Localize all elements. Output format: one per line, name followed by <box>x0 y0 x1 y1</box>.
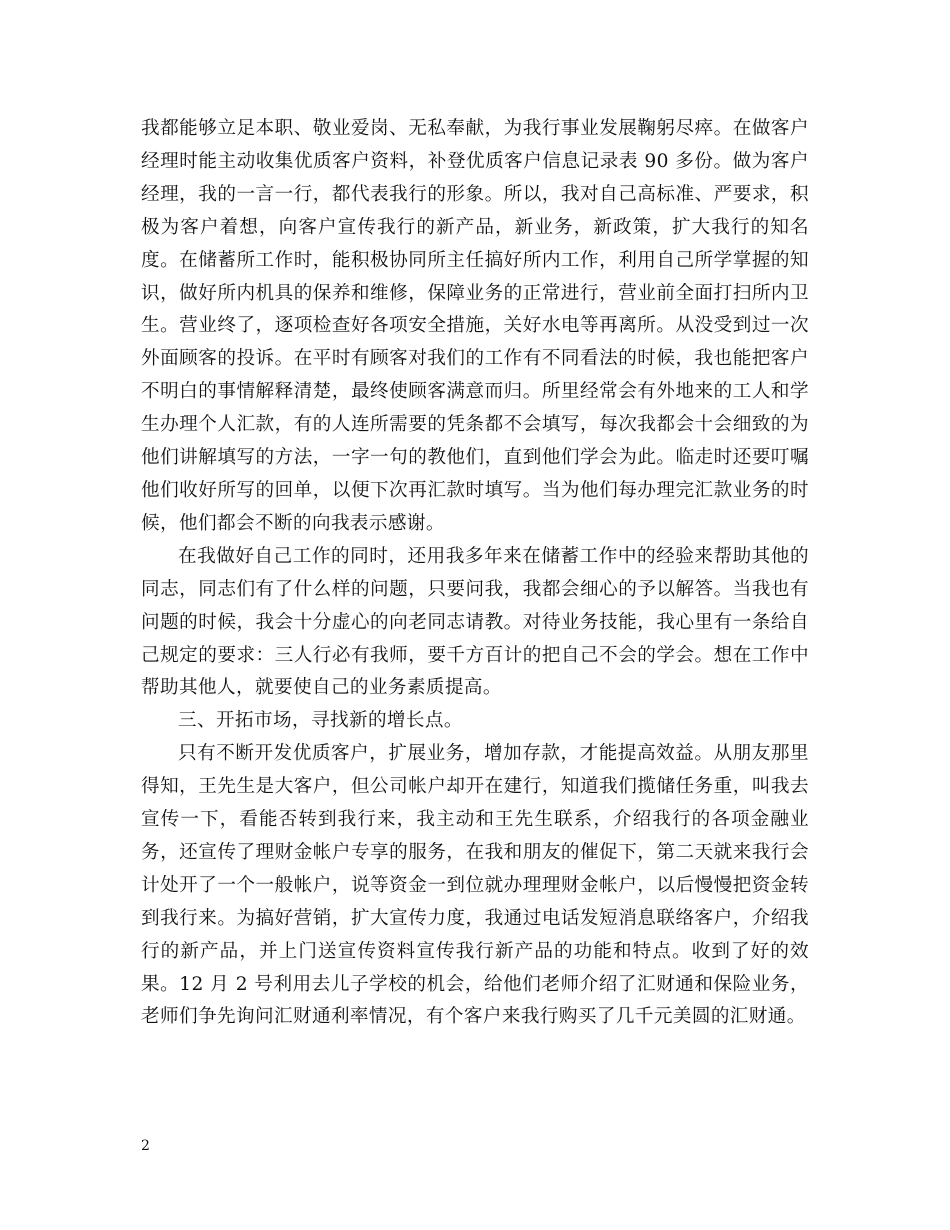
paragraph-helping-colleagues: 在我做好自己工作的同时，还用我多年来在储蓄工作中的经验来帮助其他的同志，同志们有了什么样的问题，只要问我，我都会细心的予以解答。当我也有问题的时候，我会十分虚心的向老同志请教。对待业务技能，我心里有一条给自己规定的要求：三人行必有我师，要千方百计的把自己不会的学会。想在工作中帮助其他人，就要使自己的业务素质提高。 <box>141 545 809 699</box>
paragraph-customer-development: 只有不断开发优质客户，扩展业务，增加存款，才能提高效益。从朋友那里得知，王先生是大客户，但公司帐户却开在建行，知道我们揽储任务重，叫我去宣传一下，看能否转到我行来，我主动和王先生联系，介绍我行的各项金融业务，还宣传了理财金帐户专享的服务，在我和朋友的催促下，第二天就来我行会计处开了一个一般帐户，说等资金一到位就办理理财金帐户，以后慢慢把资金转到我行来。为搞好营销，扩大宣传力度，我通过电话发短消息联络客户，介绍我行的新产品，并上门送宣传资料宣传我行新产品的功能和特点。收到了好的效果。12 月 2 号利用去儿子学校的机会，给他们老师介绍了汇财通和保险业务，老师们争先询问汇财通利率情况，有个客户来我行购买了几千元美圆的汇财通。 <box>141 743 809 1028</box>
section-heading-market-expansion: 三、开拓市场，寻找新的增长点。 <box>178 710 463 732</box>
page-number: 2 <box>141 1138 150 1154</box>
document-body <box>141 113 809 1034</box>
paragraph-continued: 我都能够立足本职、敬业爱岗、无私奉献，为我行事业发展鞠躬尽瘁。在做客户经理时能主动收集优质客户资料，补登优质客户信息记录表 90 多份。做为客户经理，我的一言一行，都代表我行的形象。所以，我对自己高标准、严要求，积极为客户着想，向客户宣传我行的新产品，新业务，新政策，扩大我行的知名度。在储蓄所工作时，能积极协同所主任搞好所内工作，利用自己所学掌握的知识，做好所内机具的保养和维修，保障业务的正常进行，营业前全面打扫所内卫生。营业终了，逐项检查好各项安全措施，关好水电等再离所。从没受到过一次外面顾客的投诉。在平时有顾客对我们的工作有不同看法的时候，我也能把客户不明白的事情解释清楚，最终使顾客满意而归。所里经常会有外地来的工人和学生办理个人汇款，有的人连所需要的凭条都不会填写，每次我都会十会细致的为他们讲解填写的方法，一字一句的教他们，直到他们学会为此。临走时还要叮嘱他们收好所写的回单，以便下次再汇款时填写。当为他们每办理完汇款业务的时候，他们都会不断的向我表示感谢。 <box>141 118 809 534</box>
